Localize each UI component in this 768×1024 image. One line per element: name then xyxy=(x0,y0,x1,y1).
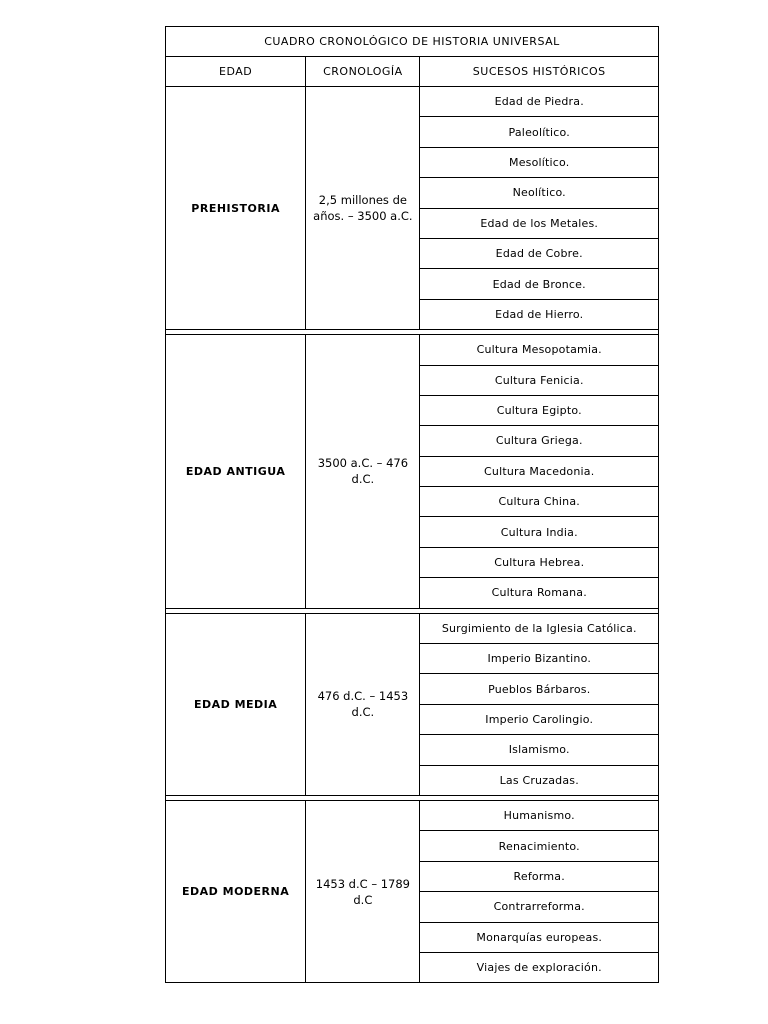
chronology-table xyxy=(165,26,659,983)
header-sucesos: SUCESOS HISTÓRICOS xyxy=(420,57,659,87)
era-range: 3500 a.C. – 476 d.C. xyxy=(306,335,420,609)
event-item: Surgimiento de la Iglesia Católica. xyxy=(420,613,659,643)
event-item: Cultura Romana. xyxy=(420,578,659,608)
event-item: Cultura Griega. xyxy=(420,426,659,456)
event-item: Mesolítico. xyxy=(420,147,659,177)
event-item: Pueblos Bárbaros. xyxy=(420,674,659,704)
event-item: Cultura China. xyxy=(420,487,659,517)
event-item: Humanismo. xyxy=(420,800,659,830)
table-title: CUADRO CRONOLÓGICO DE HISTORIA UNIVERSAL xyxy=(166,27,659,57)
table-row xyxy=(166,613,659,643)
event-item: Edad de los Metales. xyxy=(420,208,659,238)
table-body xyxy=(166,87,659,983)
event-item: Paleolítico. xyxy=(420,117,659,147)
event-item: Viajes de exploración. xyxy=(420,952,659,982)
header-edad: EDAD xyxy=(166,57,306,87)
event-item: Monarquías europeas. xyxy=(420,922,659,952)
event-item: Contrarreforma. xyxy=(420,892,659,922)
event-item: Imperio Carolingio. xyxy=(420,704,659,734)
event-item: Cultura India. xyxy=(420,517,659,547)
era-name: EDAD ANTIGUA xyxy=(166,335,306,609)
event-item: Cultura Fenicia. xyxy=(420,365,659,395)
chronology-sheet xyxy=(165,26,659,983)
event-item: Neolítico. xyxy=(420,178,659,208)
event-item: Islamismo. xyxy=(420,735,659,765)
table-row xyxy=(166,800,659,830)
era-range: 2,5 millones de años. – 3500 a.C. xyxy=(306,87,420,330)
table-row xyxy=(166,335,659,365)
era-name: EDAD MODERNA xyxy=(166,800,306,982)
era-name: EDAD MEDIA xyxy=(166,613,306,795)
header-cronologia: CRONOLOGÍA xyxy=(306,57,420,87)
event-item: Cultura Macedonia. xyxy=(420,456,659,486)
event-item: Imperio Bizantino. xyxy=(420,644,659,674)
event-item: Reforma. xyxy=(420,861,659,891)
event-item: Cultura Egipto. xyxy=(420,395,659,425)
event-item: Cultura Hebrea. xyxy=(420,547,659,577)
event-item: Edad de Cobre. xyxy=(420,238,659,268)
event-item: Edad de Piedra. xyxy=(420,87,659,117)
event-item: Cultura Mesopotamia. xyxy=(420,335,659,365)
era-range: 1453 d.C – 1789 d.C xyxy=(306,800,420,982)
event-item: Edad de Bronce. xyxy=(420,269,659,299)
table-row xyxy=(166,87,659,117)
title-row xyxy=(166,27,659,57)
era-name: PREHISTORIA xyxy=(166,87,306,330)
header-row xyxy=(166,57,659,87)
event-item: Edad de Hierro. xyxy=(420,299,659,329)
event-item: Las Cruzadas. xyxy=(420,765,659,795)
event-item: Renacimiento. xyxy=(420,831,659,861)
era-range: 476 d.C. – 1453 d.C. xyxy=(306,613,420,795)
